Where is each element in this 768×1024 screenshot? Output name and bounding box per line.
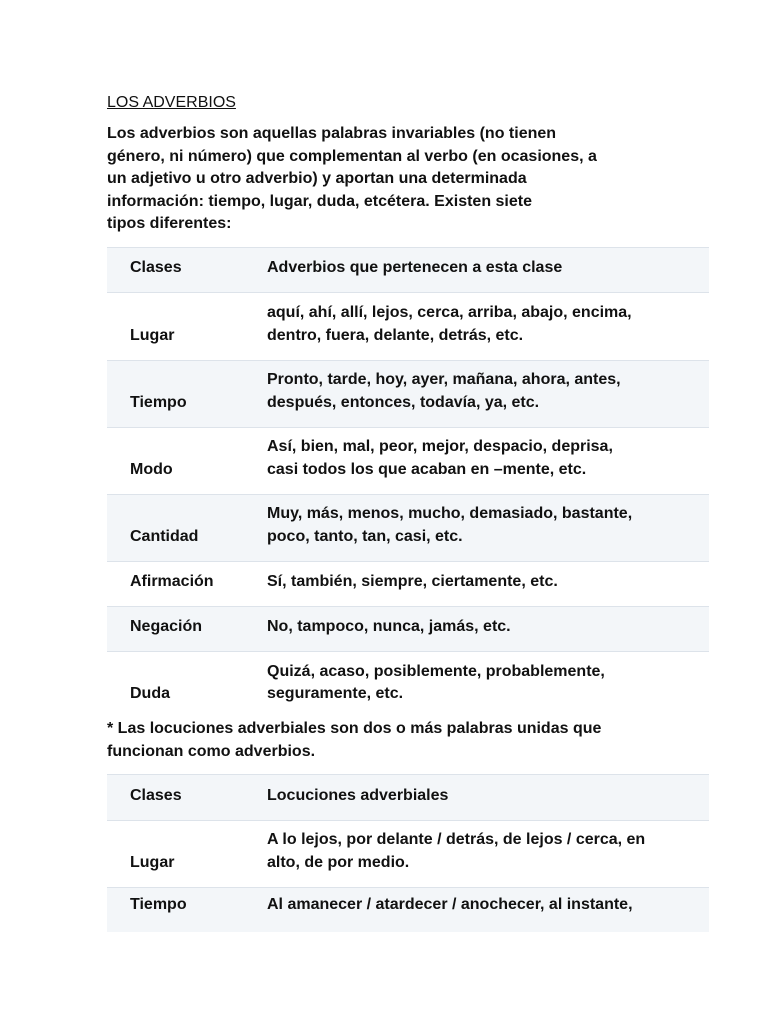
row-content <box>267 428 709 495</box>
table-row <box>107 607 709 652</box>
header-content: Adverbios que pertenecen a esta clase <box>267 248 709 293</box>
row-content <box>267 361 709 428</box>
row-class: Negación <box>107 607 267 652</box>
row-content <box>267 607 709 652</box>
table-header-row <box>107 248 709 293</box>
row-content <box>267 562 709 607</box>
row-content-line: poco, tanto, tan, casi, etc. <box>267 527 463 545</box>
table-row <box>107 821 709 888</box>
header-clases: Clases <box>107 775 267 821</box>
page-title: LOS ADVERBIOS <box>107 94 236 111</box>
row-content-line: Así, bien, mal, peor, mejor, despacio, deprisa, <box>267 438 613 455</box>
header-clases: Clases <box>107 248 267 293</box>
locutions-note <box>107 718 707 763</box>
note-line: funcionan como adverbios. <box>107 742 316 760</box>
row-content-line: dentro, fuera, delante, detrás, etc. <box>267 326 524 344</box>
intro-paragraph <box>107 123 667 236</box>
row-class: Tiempo <box>107 888 267 932</box>
row-content <box>267 293 709 361</box>
note-line: * Las locuciones adverbiales son dos o más palabras unidas que <box>107 720 602 737</box>
row-content-line: después, entonces, todavía, ya, etc. <box>267 393 540 411</box>
table-row <box>107 361 709 428</box>
row-content <box>267 888 709 932</box>
row-class: Duda <box>107 652 267 716</box>
row-content-line: Pronto, tarde, hoy, ayer, mañana, ahora, antes, <box>267 371 621 388</box>
table-row <box>107 495 709 562</box>
locutions-table <box>107 774 709 932</box>
table-row <box>107 293 709 361</box>
intro-line: un adjetivo u otro adverbio) y aportan una determinada <box>107 170 527 187</box>
header-content: Locuciones adverbiales <box>267 775 709 821</box>
row-content-line: No, tampoco, nunca, jamás, etc. <box>267 617 511 635</box>
table-header-row <box>107 775 709 821</box>
row-class: Lugar <box>107 293 267 361</box>
row-content-line: aquí, ahí, allí, lejos, cerca, arriba, abajo, encima, <box>267 304 632 321</box>
row-content-line: seguramente, etc. <box>267 685 404 702</box>
table-row <box>107 888 709 932</box>
row-content-line: alto, de por medio. <box>267 853 410 871</box>
adverbs-table <box>107 247 709 716</box>
row-content-line: Muy, más, menos, mucho, demasiado, bastante, <box>267 505 633 522</box>
table-row <box>107 562 709 607</box>
intro-line: tipos diferentes: <box>107 215 232 232</box>
row-content-line: Al amanecer / atardecer / anochecer, al instante, <box>267 896 633 913</box>
table-row <box>107 652 709 716</box>
row-content-line: casi todos los que acaban en –mente, etc. <box>267 460 587 478</box>
row-class: Afirmación <box>107 562 267 607</box>
row-class: Cantidad <box>107 495 267 562</box>
row-content <box>267 495 709 562</box>
row-content <box>267 821 709 888</box>
intro-line: información: tiempo, lugar, duda, etcétera. Existen siete <box>107 192 532 210</box>
intro-line: género, ni número) que complementan al verbo (en ocasiones, a <box>107 147 597 165</box>
intro-line: Los adverbios son aquellas palabras invariables (no tienen <box>107 125 557 142</box>
row-content-line: A lo lejos, por delante / detrás, de lejos / cerca, en <box>267 831 646 848</box>
table-row <box>107 428 709 495</box>
row-content-line: Sí, también, siempre, ciertamente, etc. <box>267 572 558 590</box>
row-content-line: Quizá, acaso, posiblemente, probablemente, <box>267 662 605 680</box>
row-class: Modo <box>107 428 267 495</box>
row-class: Tiempo <box>107 361 267 428</box>
row-content <box>267 652 709 716</box>
row-class: Lugar <box>107 821 267 888</box>
